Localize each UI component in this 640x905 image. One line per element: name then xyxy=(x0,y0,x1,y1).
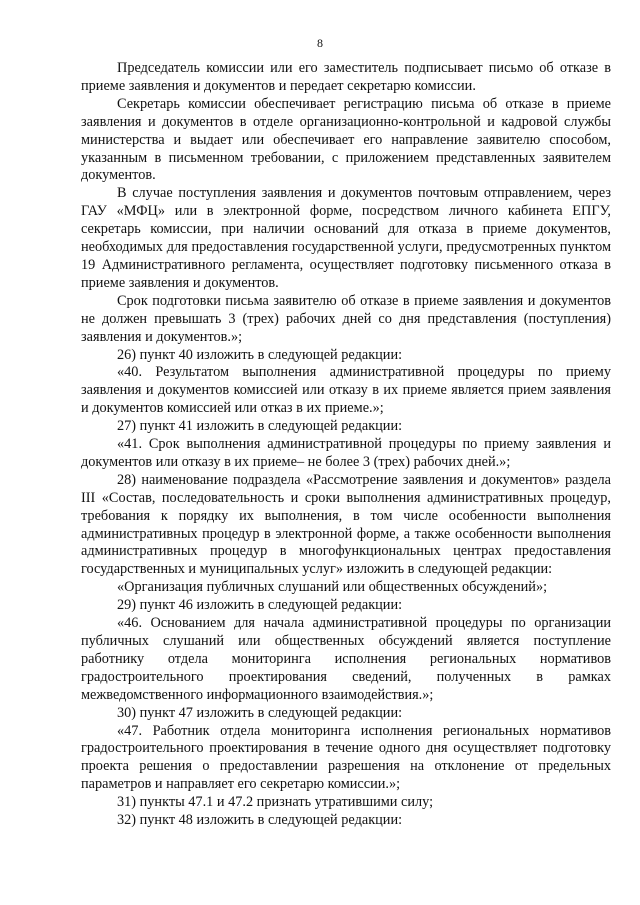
paragraph: Председатель комиссии или его заместитель подписывает письмо об отказе в приеме заявления и документов и передает секретарю комиссии. xyxy=(81,60,611,94)
paragraph: 26) пункт 40 изложить в следующей редакции: xyxy=(117,346,403,363)
paragraph: 32) пункт 48 изложить в следующей редакции: xyxy=(117,812,403,829)
paragraph: 27) пункт 41 изложить в следующей редакции: xyxy=(117,418,403,435)
paragraph: В случае поступления заявления и документов почтовым отправлением, через ГАУ «МФЦ» или в электронной форме, посредством личного кабинета ЕПГУ, секретарь комиссии, при наличии оснований для отказа в приеме документов, необходимых для предоставления государственной услуги, предусмотренных пунктом 19 Административного регламента, осуществляет подготовку письменного отказа в приеме заявления и документов. xyxy=(81,185,611,291)
paragraph: 29) пункт 46 изложить в следующей редакции: xyxy=(117,597,403,614)
page-number: 8 xyxy=(317,36,323,50)
paragraph: Срок подготовки письма заявителю об отказе в приеме заявления и документов не должен превышать 3 (трех) рабочих дней со дня представления (поступления) заявления и документов.»; xyxy=(81,292,611,345)
paragraph: «40. Результатом выполнения административной процедуры по приему заявления и документов комиссией или отказу в их приеме является прием заявления и документов комиссией или отказ в их приеме.»; xyxy=(81,364,611,417)
paragraph: 31) пункты 47.1 и 47.2 признать утратившими силу; xyxy=(117,794,434,811)
paragraph: «47. Работник отдела мониторинга исполнения региональных нормативов градостроительного проектирования в течение одного дня осуществляет подготовку проекта решения о предоставлении разрешения на отклонение от предельных параметров и направляет его секретарю комиссии.»; xyxy=(81,722,611,793)
paragraph: Секретарь комиссии обеспечивает регистрацию письма об отказе в приеме заявления и документов в отделе организационно-контрольной и кадровой службы министерства и выдает или обеспечивает его направление заявителю способом, указанным в письменном требовании, с приложением представленных заявителем документов. xyxy=(81,95,611,184)
paragraph: «Организация публичных слушаний или общественных обсуждений»; xyxy=(117,579,548,596)
paragraph: «46. Основанием для начала административной процедуры по организации публичных слушаний или общественных обсуждений является поступление работнику отдела мониторинга исполнения региональных нормативов градостроительного проектирования сведений, полученных в рамках межведомственного информационного взаимодействия.»; xyxy=(81,615,611,703)
document-body xyxy=(81,60,611,830)
paragraph: 30) пункт 47 изложить в следующей редакции: xyxy=(117,704,403,721)
paragraph: 28) наименование подраздела «Рассмотрение заявления и документов» раздела III «Состав, последовательность и сроки выполнения административных процедур, требования к порядку их выполнения, в том числе особенности выполнения административных процедур в электронной форме, а также особенности выполнения административных процедур в многофункциональных центрах предоставления государственных и муниципальных услуг» изложить в следующей редакции: xyxy=(81,471,611,578)
paragraph: «41. Срок выполнения административной процедуры по приему заявления и документов или отказу в их приеме– не более 3 (трех) рабочих дней.»; xyxy=(81,436,611,470)
